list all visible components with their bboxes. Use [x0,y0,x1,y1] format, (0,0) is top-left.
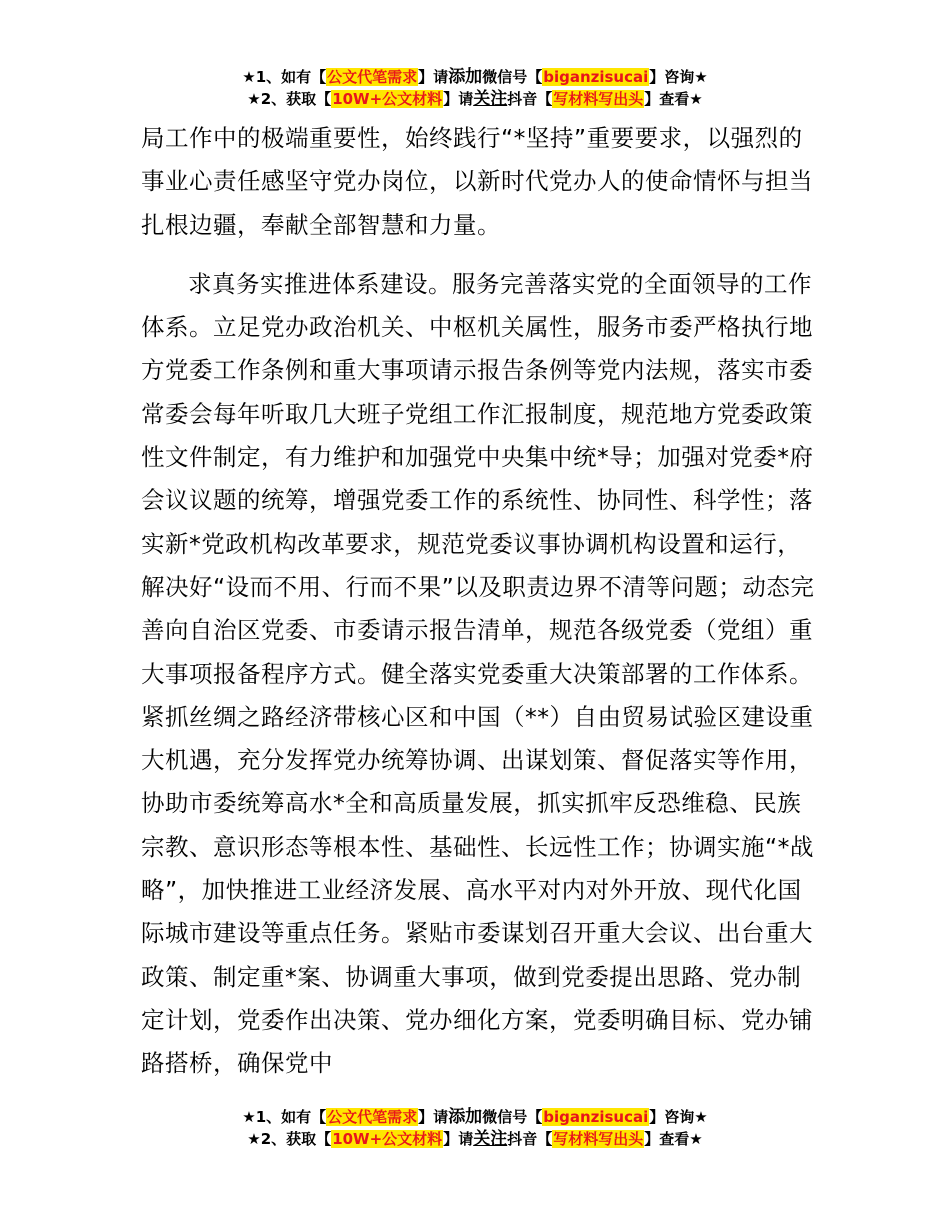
highlight-service: 公文代笔需求 [327,1108,418,1126]
banner-line-2 [0,1128,950,1150]
banner-text: 微信号【 [482,1108,543,1126]
paragraph: 求真务实推进体系建设。服务完善落实党的全面领导的工作体系。立足党办政治机关、中枢机关属性，服务市委严格执行地方党委工作条例和重大事项请示报告条例等党内法规，落实市委常委会每年听取几大班子党组工作汇报制度，规范地方党委政策性文件制定，有力维护和加强党中央集中统*导；加强对党委*府会议议题的统筹，增强党委工作的系统性、协同性、科学性；落实新*党政机构改革要求，规范党委议事协调机构设置和运行，解决好“设而不用、行而不果”以及职责边界不清等问题；动态完善向自治区党委、市委请示报告清单，规范各级党委（党组）重大事项报备程序方式。健全落实党委重大决策部署的工作体系。紧抓丝绸之路经济带核心区和中国（**）自由贸易试验区建设重大机遇，充分发挥党办统筹协调、出谋划策、督促落实等作用，协助市委统筹高水*全和高质量发展，抓实抓牢反恐维稳、民族宗教、意识形态等根本性、基础性、长远性工作；协调实施“*战略”，加快推进工业经济发展、高水平对内对外开放、现代化国际城市建设等重点任务。紧贴市委谋划召开重大会议、出台重大政策、制定重*案、协调重大事项，做到党委提出思路、党办制定计划，党委作出决策、党办细化方案，党委明确目标、党办铺路搭桥，确保党中 [141,269,815,1078]
banner-text: 】请 [418,1108,449,1126]
banner-emphasis: 添加 [448,67,483,87]
banner-text: 】咨询★ [649,68,708,86]
banner-emphasis: 关注 [473,89,508,109]
highlight-wechat-id: biganzisucai [543,1108,649,1126]
banner-text: 】查看★ [644,90,703,108]
banner-text: ★2、获取【 [247,90,332,108]
banner-text: 】请 [418,68,449,86]
banner-line-1 [0,66,950,88]
banner-text: 】请 [443,90,474,108]
document-body [141,117,821,1086]
banner-line-1 [0,1106,950,1128]
banner-text: ★1、如有【 [242,68,327,86]
banner-line-2 [0,88,950,110]
banner-text: 抖音【 [507,90,553,108]
banner-emphasis: 关注 [473,1129,508,1149]
highlight-materials: 10W+公文材料 [332,90,443,108]
banner-text: 】咨询★ [649,1108,708,1126]
highlight-materials: 10W+公文材料 [332,1130,443,1148]
banner-text: ★1、如有【 [242,1108,327,1126]
footer-banner [0,1106,950,1150]
highlight-wechat-id: biganzisucai [543,68,649,86]
highlight-douyin-account: 写材料写出头 [553,90,644,108]
banner-text: 】请 [443,1130,474,1148]
highlight-service: 公文代笔需求 [327,68,418,86]
banner-emphasis: 添加 [448,1107,483,1127]
banner-text: 抖音【 [507,1130,553,1148]
paragraph: 局工作中的极端重要性，始终践行“*坚持”重要要求，以强烈的事业心责任感坚守党办岗位，以新时代党办人的使命情怀与担当扎根边疆，奉献全部智慧和力量。 [141,124,813,239]
banner-text: 微信号【 [482,68,543,86]
banner-text: ★2、获取【 [247,1130,332,1148]
highlight-douyin-account: 写材料写出头 [553,1130,644,1148]
banner-text: 】查看★ [644,1130,703,1148]
header-banner [0,66,950,110]
